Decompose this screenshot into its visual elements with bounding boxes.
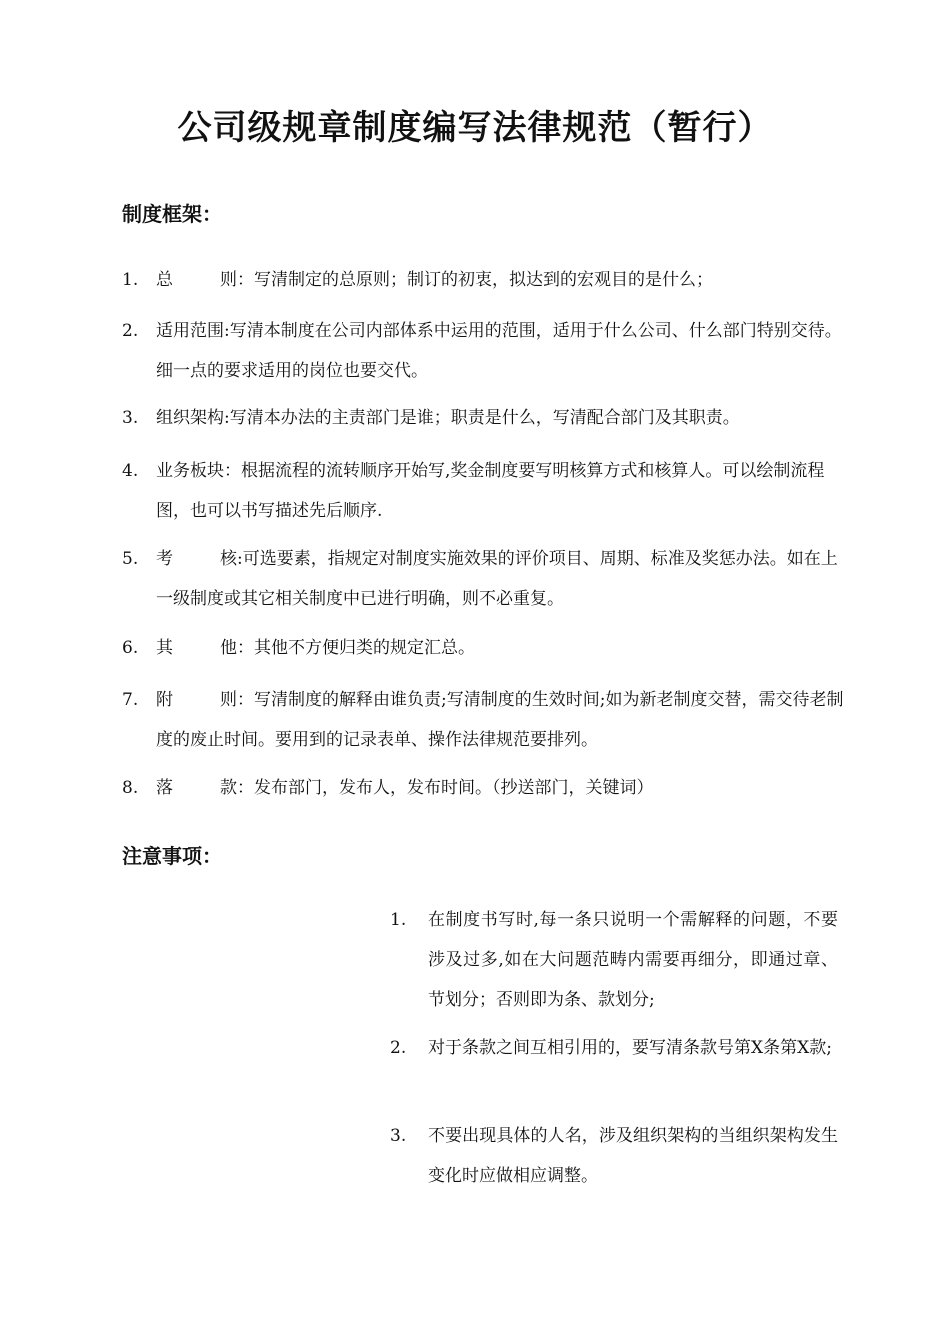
item-separator: ： xyxy=(237,638,254,658)
item-number: 5. xyxy=(122,549,139,569)
notes-heading: 注意事项： xyxy=(122,844,222,868)
note-text: 在制度书写时,每一条只说明一个需解释的问题，不要涉及过多,如在大问题范畴内需要再细分，即通过章、节划分；否则即为条、款划分; xyxy=(428,910,838,1010)
note-number: 2. xyxy=(390,1038,407,1058)
item-label: 落款 xyxy=(156,778,237,798)
document-title: 公司级规章制度编写法律规范（暂行） xyxy=(177,108,773,148)
item-text: 写清制度的解释由谁负责;写清制度的生效时间;如为新老制度交替，需交待老制度的废止时间。要用到的记录表单、操作法律规范要排列。 xyxy=(156,690,844,750)
item-label: 总则 xyxy=(156,270,237,290)
framework-item xyxy=(122,260,852,300)
framework-item xyxy=(122,311,852,391)
item-text: 根据流程的流转顺序开始写,奖金制度要写明核算方式和核算人。可以绘制流程图，也可以书写描述先后顺序. xyxy=(156,461,825,521)
note-item xyxy=(390,900,838,1020)
item-text: 可选要素，指规定对制度实施效果的评价项目、周期、标准及奖惩办法。如在上一级制度或其它相关制度中已进行明确，则不必重复。 xyxy=(156,549,838,609)
item-separator: : xyxy=(237,549,243,569)
framework-item xyxy=(122,680,852,760)
note-number: 1. xyxy=(390,910,407,930)
note-item xyxy=(390,1116,838,1196)
item-label: 其他 xyxy=(156,638,237,658)
note-item xyxy=(390,1028,838,1068)
item-text: 写清制定的总原则；制订的初衷，拟达到的宏观目的是什么； xyxy=(254,270,713,290)
framework-item xyxy=(122,398,852,438)
item-number: 4. xyxy=(122,461,139,481)
item-separator: ： xyxy=(224,461,241,481)
framework-heading: 制度框架： xyxy=(122,202,222,226)
item-text: 其他不方便归类的规定汇总。 xyxy=(254,638,475,658)
item-number: 6. xyxy=(122,638,139,658)
item-text: 写清本办法的主责部门是谁；职责是什么，写清配合部门及其职责。 xyxy=(229,408,740,428)
item-separator: ： xyxy=(237,690,254,710)
framework-item xyxy=(122,451,852,531)
item-label: 适用范围 xyxy=(156,321,224,341)
framework-item xyxy=(122,628,852,668)
item-separator: ： xyxy=(237,778,254,798)
item-text: 写清本制度在公司内部体系中运用的范围，适用于什么公司、什么部门特别交待。细一点的要求适用的岗位也要交代。 xyxy=(156,321,842,381)
framework-item xyxy=(122,539,852,619)
item-number: 8. xyxy=(122,778,139,798)
item-separator: : xyxy=(224,408,230,428)
item-label: 考核 xyxy=(156,549,237,569)
item-number: 3. xyxy=(122,408,139,428)
note-text: 不要出现具体的人名，涉及组织架构的当组织架构发生变化时应做相应调整。 xyxy=(428,1126,838,1186)
item-number: 2. xyxy=(122,321,139,341)
item-separator: : xyxy=(224,321,230,341)
item-label: 组织架构 xyxy=(156,408,224,428)
item-label: 附则 xyxy=(156,690,237,710)
item-separator: ： xyxy=(237,270,254,290)
item-number: 1. xyxy=(122,270,139,290)
note-text: 对于条款之间互相引用的，要写清条款号第X条第X款; xyxy=(428,1038,832,1058)
note-number: 3. xyxy=(390,1126,407,1146)
item-text: 发布部门，发布人，发布时间。（抄送部门，关键词） xyxy=(254,778,654,798)
framework-item xyxy=(122,768,852,808)
item-number: 7. xyxy=(122,690,139,710)
item-label: 业务板块 xyxy=(156,461,224,481)
